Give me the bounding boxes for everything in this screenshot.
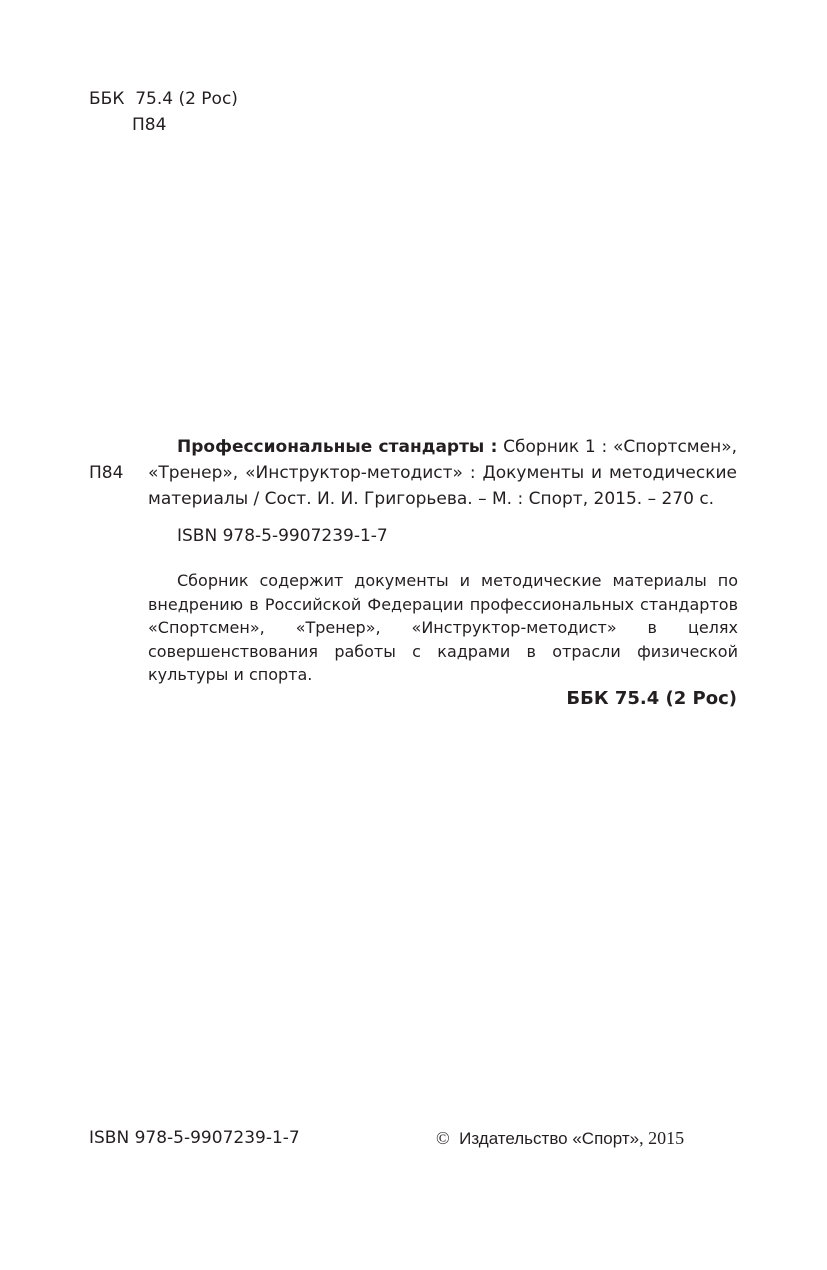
bbk-code-bottom: ББК 75.4 (2 Рос): [566, 688, 737, 709]
bibliographic-entry: [148, 434, 737, 512]
card-isbn: ISBN 978-5-9907239-1-7: [177, 526, 388, 546]
copyright-icon: ©: [436, 1128, 450, 1148]
bibliographic-card: [89, 434, 737, 512]
book-title: Профессиональные стандарты :: [177, 437, 498, 457]
book-description: Сборник 1 : «Спортсмен», «Тренер», «Инструктор-методист» : Документы и методические материалы / Сост. И. И. Григорьева. – М. : Спорт, 2015. – 270 с.: [148, 437, 737, 509]
annotation-text: Сборник содержит документы и методические материалы по внедрению в Российской Федерации профессиональных стандартов «Спортсмен», «Тренер», «Инструктор-методист» в целях совершенствования работы с кадрами в отрасли физической культуры и спорта.: [148, 571, 738, 684]
copyright-notice: [436, 1126, 684, 1151]
publisher-name: Издательство «Спорт»: [459, 1129, 640, 1148]
card-author-sign: П84: [89, 463, 124, 483]
copyright-year: , 2015: [639, 1128, 685, 1148]
footer-isbn: ISBN 978-5-9907239-1-7: [89, 1128, 300, 1148]
bbk-code: ББК 75.4 (2 Рос): [89, 89, 238, 109]
author-sign: П84: [132, 115, 167, 135]
bbk-classification-header: [89, 86, 238, 138]
